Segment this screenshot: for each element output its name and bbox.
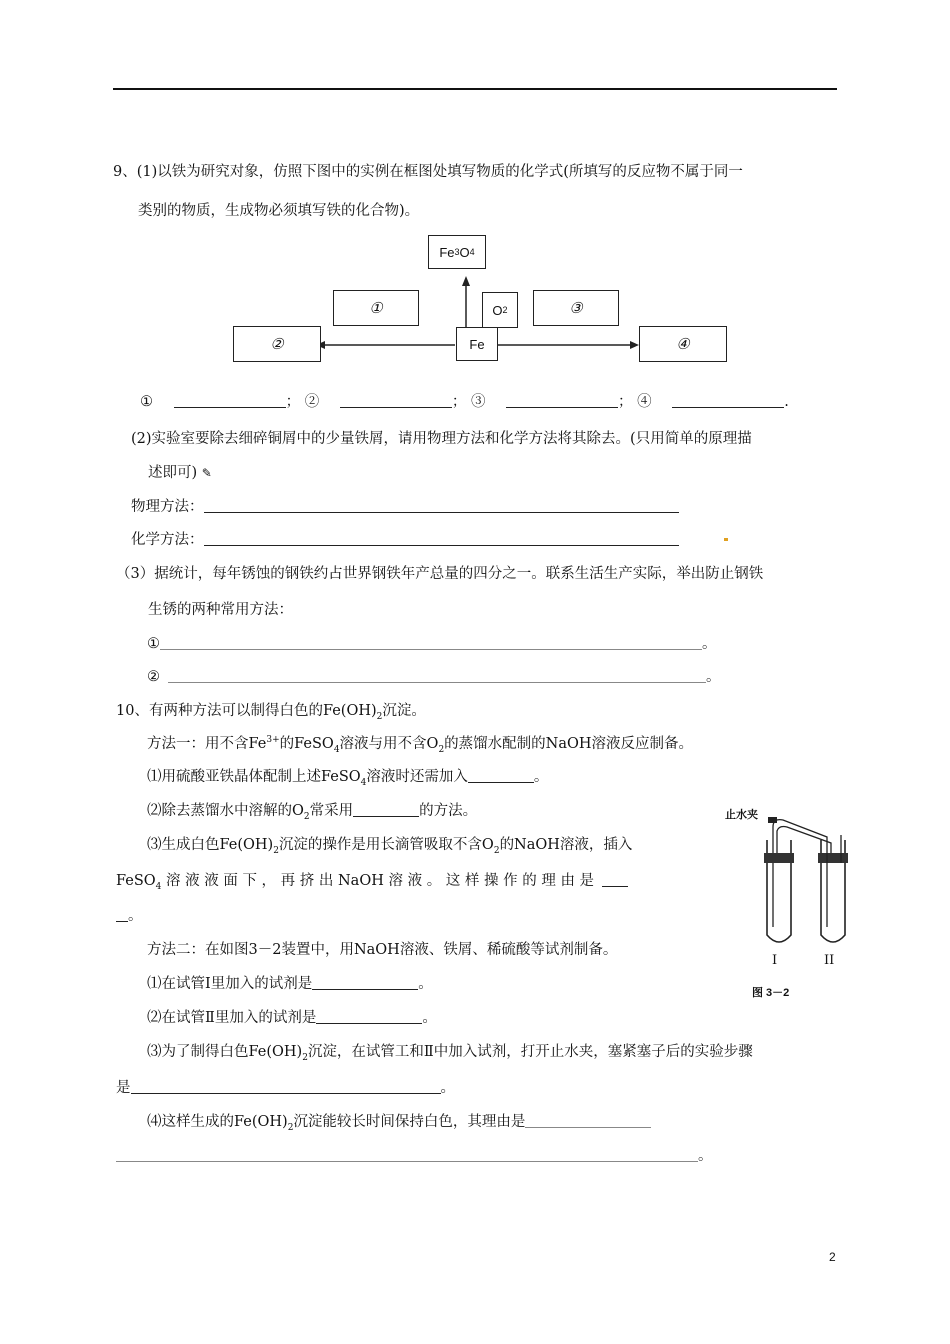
method-two-item-2: ⑵在试管Ⅱ里加入的试剂是 。 — [147, 1010, 437, 1026]
rust-method-2-blank[interactable] — [168, 668, 706, 683]
q9-part3-line2: 生锈的两种常用方法： — [148, 602, 293, 618]
answer-box-2: ② — [233, 326, 321, 362]
tube2-reagent-blank[interactable] — [316, 1009, 422, 1024]
q9-part3-line1: （3）据统计，每年锈蚀的钢铁约占世界钢铁年产总量的四分之一。联系生活生产实际，举出防止钢铁 — [116, 566, 764, 582]
method-two-item-3-line1: ⑶为了制得白色$Fe(OH)_2$沉淀，在试管工和Ⅱ中加入试剂，打开止水夹，塞紧塞子后的实验步骤 — [147, 1044, 753, 1063]
answer-box-3: ③ — [533, 290, 619, 326]
clamp-label: 止水夹 — [725, 809, 758, 821]
tube1-reagent-blank[interactable] — [312, 975, 418, 990]
squiggle-mark: ✎ — [201, 466, 212, 480]
physical-method-blank[interactable] — [204, 498, 679, 513]
reason-blank-cont[interactable] — [116, 1147, 698, 1162]
method-one-item-2: ⑵除去蒸馏水中溶解的$O_2$常采用 的方法。 — [147, 803, 478, 822]
answer-box-4: ④ — [639, 326, 727, 362]
method-one-item-1: ⑴用硫酸亚铁晶体配制上述FeSO$_4$溶液时还需加入 。 — [147, 769, 549, 788]
method-one: 方法一：用不含$Fe^{3+}$的FeSO$_4$溶液与用不含$O_2$的蒸馏水配制的NaOH溶液反应制备。 — [147, 735, 694, 755]
method-two-item-4-line2: 。 — [116, 1144, 713, 1165]
method-one-item-3-line2: FeSO$_4$ 溶 液 液 面 下 ， 再 挤 出 NaOH 溶 液 。 这 样 操 作 的 理 由 是 — [116, 869, 628, 892]
figure-caption: 图 3－2 — [752, 987, 790, 999]
q9-part2-line1: (2)实验室要除去细碎铜屑中的少量铁屑，请用物理方法和化学方法将其除去。(只用简单的原理描 — [131, 431, 752, 447]
physical-method-row: 物理方法： — [131, 495, 679, 516]
m1-item3-blank-cont[interactable] — [116, 907, 128, 922]
tube-1-label: I — [772, 953, 778, 968]
method-two: 方法二：在如图3－2装置中，用NaOH溶液、铁屑、稀硫酸等试剂制备。 — [147, 942, 618, 958]
chemical-method-row: 化学方法： — [131, 528, 679, 549]
apparatus-drawing — [755, 815, 855, 955]
steps-blank[interactable] — [131, 1079, 441, 1094]
method-one-item-3-line3: 。 — [116, 904, 143, 925]
q9-intro-line1: 9、(1)以铁为研究对象，仿照下图中的实例在框图处填写物质的化学式(所填写的反应物不属于同一 — [113, 164, 743, 180]
blank-3[interactable] — [506, 393, 618, 408]
method-one-item-3-line1: ⑶生成白色$Fe(OH)_2$沉淀的操作是用长滴管吸取不含$O_2$的NaOH溶液，插入 — [147, 837, 633, 856]
q9-intro-line2: 类别的物质，生成物必须填写铁的化合物)。 — [138, 203, 420, 219]
tube-2-label: II — [824, 953, 835, 968]
fe-box: Fe — [456, 327, 498, 361]
stray-mark — [724, 538, 728, 541]
m1-item3-blank[interactable] — [602, 872, 628, 887]
answer-blanks-row: ① ； ② ； ③ ； ④ . — [140, 394, 789, 410]
rust-method-1-blank[interactable] — [160, 635, 702, 650]
q10-title: 10、有两种方法可以制得白色的$Fe(OH)_2$沉淀。 — [116, 703, 426, 722]
page-number: 2 — [829, 1250, 836, 1264]
m1-item2-blank[interactable] — [353, 802, 419, 817]
method-two-item-4-line1: ⑷这样生成的$Fe(OH)_2$沉淀能较长时间保持白色，其理由是 — [147, 1110, 651, 1133]
fe3o4-box: Fe 3 O 4 — [428, 235, 486, 269]
blank-4[interactable] — [672, 393, 784, 408]
o2-box: O 2 — [482, 292, 518, 328]
header-rule — [113, 88, 837, 90]
m1-item1-blank[interactable] — [468, 768, 534, 783]
method-two-item-3-line2: 是 。 — [116, 1080, 455, 1096]
rust-method-1-row: ① 。 — [147, 636, 717, 652]
blank-1[interactable] — [174, 393, 286, 408]
method-two-item-1: ⑴在试管Ⅰ里加入的试剂是 。 — [147, 976, 433, 992]
q9-part2-line2: 述即可) ✎ — [148, 465, 212, 481]
answer-box-1: ① — [333, 290, 419, 326]
blank-2[interactable] — [340, 393, 452, 408]
chemical-method-blank[interactable] — [204, 531, 679, 546]
reason-blank[interactable] — [525, 1113, 651, 1128]
rust-method-2-row: ② 。 — [147, 669, 721, 685]
